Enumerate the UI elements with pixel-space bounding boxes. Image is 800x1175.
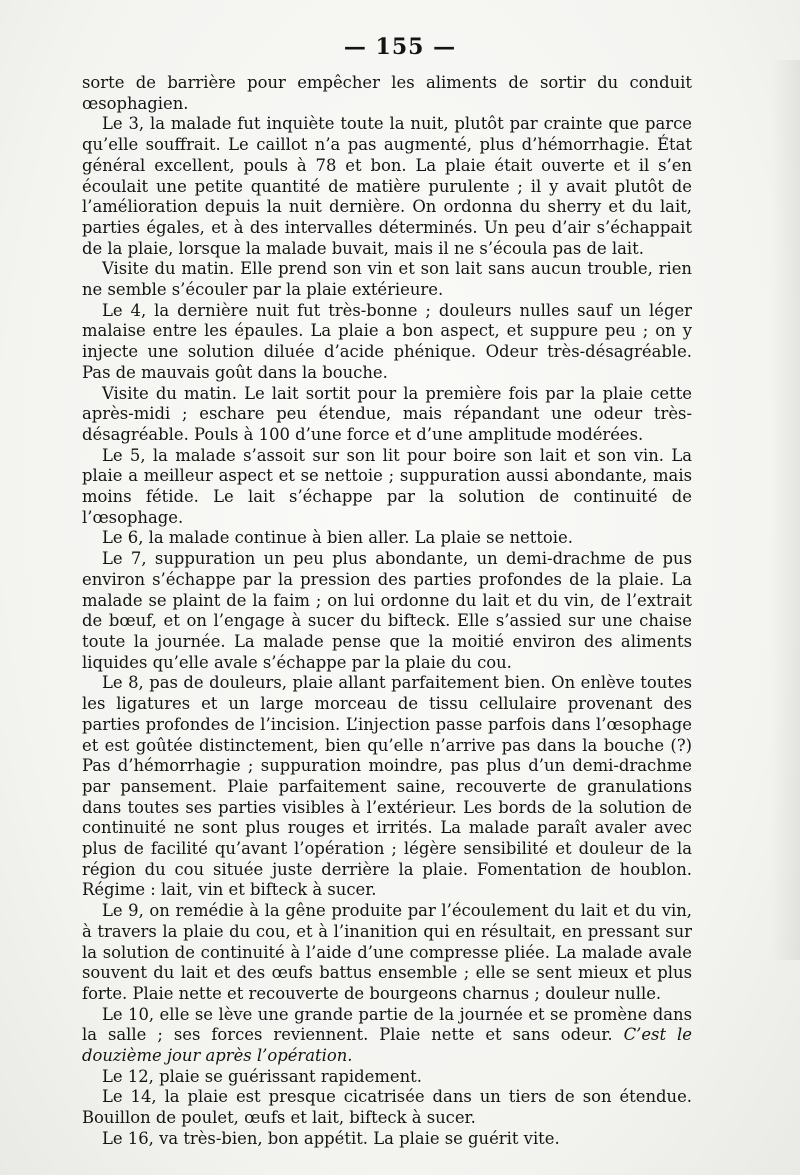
paragraph-11-italic: C’est le douzième jour après l’opération.: [82, 1025, 692, 1066]
paragraph-11: [82, 1005, 692, 1067]
paragraph-1: sorte de barrière pour empêcher les aliments de sortir du conduit œsophagien.: [82, 73, 692, 113]
paragraph-3: Visite du matin. Elle prend son vin et son lait sans aucun trouble, rien ne semble s’écouler par la plaie extérieure.: [82, 259, 692, 300]
paragraph-11-text: Le 10, elle se lève une grande partie de la journée et se promène dans la salle ; ses forces reviennent. Plaie nette et sans odeur.: [82, 1004, 692, 1045]
paragraph-9: Le 8, pas de douleurs, plaie allant parfaitement bien. On enlève toutes les ligatures et un large morceau de tissu cellulaire provenant des parties profondes de l’incision. L’injection passe parfois dans l’œsophage et est goûtée distinctement, bien qu’elle n’arrive pas dans la bouche (?) Pas d’hémorrhagie ; suppuration moindre, pas plus d’un demi-drachme par pansement. Plaie parfaitement saine, recouverte de granulations dans toutes ses parties visibles à l’extérieur. Les bords de la solution de continuité ne sont plus rouges et irrités. La malade paraît avaler avec plus de facilité qu’avant l’opération ; légère sensibilité et douleur de la région du cou située juste derrière la plaie. Fomentation de houblon. Régime : lait, vin et bifteck à sucer.: [82, 673, 692, 900]
paragraph-14: Le 16, va très-bien, bon appétit. La plaie se guérit vite.: [102, 1128, 560, 1148]
page-body: [82, 73, 692, 1150]
paragraph-5: Visite du matin. Le lait sortit pour la première fois par la plaie cette après-midi ; eschare peu étendue, mais répandant une odeur très-désagréable. Pouls à 100 d’une force et d’une amplitude modérées.: [82, 383, 692, 444]
paragraph-2: Le 3, la malade fut inquiète toute la nuit, plutôt par crainte que parce qu’elle souffrait. Le caillot n’a pas augmenté, plus d’hémorrhagie. État général excellent, pouls à 78 et bon. La plaie était ouverte et il s’en écoulait une petite quantité de matière purulente ; il y avait plutôt de l’amélioration depuis la nuit dernière. On ordonna du sherry et du lait, parties égales, et à des intervalles déterminés. Un peu d’air s’échappait de la plaie, lorsque la malade buvait, mais il ne s’écoula pas de lait.: [82, 114, 692, 258]
page-number: — 155 —: [343, 34, 457, 60]
paragraph-13: Le 14, la plaie est presque cicatrisée dans un tiers de son étendue. Bouillon de poulet, œufs et lait, bifteck à sucer.: [82, 1087, 692, 1128]
paragraph-4: Le 4, la dernière nuit fut très-bonne ; douleurs nulles sauf un léger malaise entre les épaules. La plaie a bon aspect, et suppure peu ; on y injecte une solution diluée d’acide phénique. Odeur très-désagréable. Pas de mauvais goût dans la bouche.: [82, 300, 692, 382]
paragraph-8: Le 7, suppuration un peu plus abondante, un demi-drachme de pus environ s’échappe par la pression des parties profondes de la plaie. La malade se plaint de la faim ; on lui ordonne du lait et du vin, de l’extrait de bœuf, et on l’engage à sucer du bifteck. Elle s’assied sur une chaise toute la journée. La malade pense que la moitié environ des aliments liquides qu’elle avale s’échappe par la plaie du cou.: [82, 549, 692, 672]
paragraph-12: Le 12, plaie se guérissant rapidement.: [102, 1066, 422, 1086]
paragraph-10: Le 9, on remédie à la gêne produite par l’écoulement du lait et du vin, à travers la plaie du cou, et à l’inanition qui en résultait, en pressant sur la solution de continuité à l’aide d’une compresse pliée. La malade avale souvent du lait et des œufs battus ensemble ; elle se sent mieux et plus forte. Plaie nette et recouverte de bourgeons charnus ; douleur nulle.: [82, 901, 692, 1003]
paragraph-6: Le 5, la malade s’assoit sur son lit pour boire son lait et son vin. La plaie a meilleur aspect et se nettoie ; suppuration aussi abondante, mais moins fétide. Le lait s’échappe par la solution de continuité de l’œsophage.: [82, 445, 692, 527]
paragraph-7: Le 6, la malade continue à bien aller. La plaie se nettoie.: [102, 528, 573, 548]
page-edge-shadow: [770, 60, 800, 960]
